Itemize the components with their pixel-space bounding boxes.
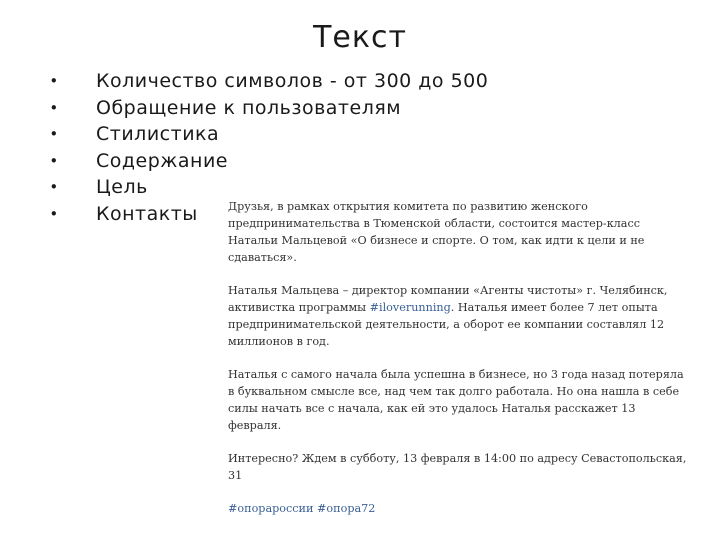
bullet-item	[48, 174, 488, 201]
bullet-text: Контакты	[96, 202, 198, 225]
bullet-item	[48, 148, 488, 175]
bullet-dot-icon: •	[49, 125, 59, 143]
bullet-dot-icon: •	[49, 204, 59, 223]
bullet-text: Цель	[96, 176, 148, 198]
hashtag-link[interactable]: #iloverunning	[369, 301, 451, 314]
bullet-dot-icon: •	[49, 72, 59, 90]
post-speaker-text: Наталья Мальцева – директор компании «Агенты чистоты» г. Челябинск, активистка программы	[228, 284, 668, 314]
post-hashtags[interactable]: #опорароссии #опора72	[228, 502, 376, 515]
bullet-item	[48, 95, 488, 122]
slide-title: Текст	[313, 20, 407, 55]
post-paragraph-speaker	[228, 282, 690, 350]
post-paragraph-story: Наталья с самого начала была успешна в бизнесе, но 3 года назад потеряла в буквальном смысле все, над чем так долго работала. Но она нашла в себе силы начать все с начала, как ей это удалось Наталья расскажет 13 февраля.	[228, 368, 684, 432]
bullet-text: Стилистика	[96, 123, 220, 145]
bullet-dot-icon: •	[49, 178, 59, 196]
bullet-item	[48, 121, 488, 148]
bullet-text: Обращение к пользователям	[96, 96, 402, 119]
post-paragraph-intro: Друзья, в рамках открытия комитета по развитию женского предпринимательства в Тюменской области, состоится мастер-класс Натальи Мальцевой «О бизнесе и спорте. О том, как идти к цели и не сдаваться».	[228, 200, 645, 264]
post-paragraph-invite: Интересно? Ждем в субботу, 13 февраля в 14:00 по адресу Севастопольская, 31	[228, 452, 687, 482]
bullet-dot-icon: •	[49, 98, 59, 117]
example-post	[228, 198, 690, 517]
bullet-text: Количество символов - от 300 до 500	[96, 70, 489, 92]
bullet-item	[48, 68, 488, 95]
bullet-dot-icon: •	[49, 151, 59, 170]
post-speaker-text-rest: . Наталья имеет более 7 лет опыта предпринимательской деятельности, а оборот ее компании составлял 12 миллионов в год.	[228, 301, 665, 348]
bullet-text: Содержание	[96, 149, 228, 172]
